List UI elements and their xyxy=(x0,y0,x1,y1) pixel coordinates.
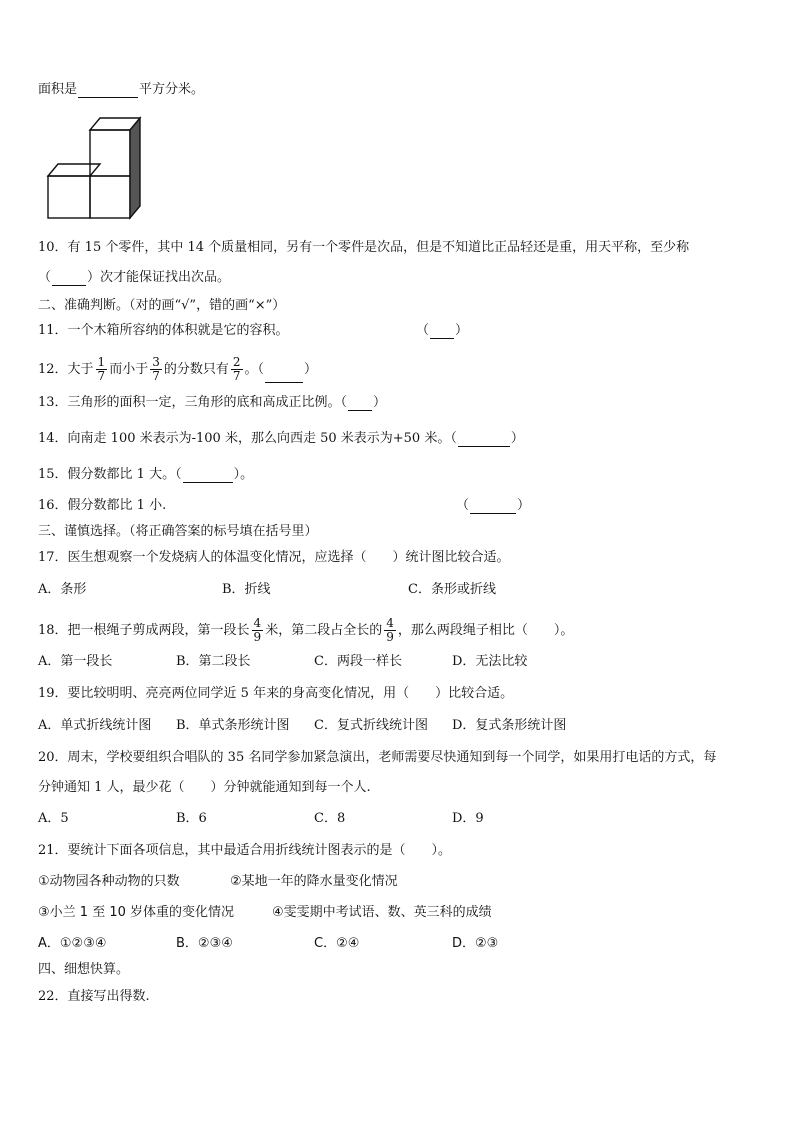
q17-text: 17．医生想观察一个发烧病人的体温变化情况，应选择（ ）统计图比较合适。 xyxy=(38,550,510,565)
q10-answer-blank[interactable] xyxy=(52,273,86,286)
q11-answer-paren: （ ） xyxy=(416,323,469,338)
q19-option-b[interactable]: B．单式条形统计图 xyxy=(176,718,290,733)
q18-option-d[interactable]: D．无法比较 xyxy=(452,654,528,669)
q20-option-a[interactable]: A．5 xyxy=(38,811,69,826)
fraction-2-7: $\frac{2}{7}$ xyxy=(232,355,241,383)
q14-line: 14．向南走 100 米表示为-100 米，那么向西走 50 米表示为+50 米。（ ） xyxy=(38,431,524,446)
q13-answer-blank[interactable] xyxy=(348,398,372,411)
q20-line2: 分钟通知 1 人，最少花（ ）分钟就能通知到每一个人. xyxy=(38,780,371,795)
section4-heading: 四、细想快算。 xyxy=(38,962,130,977)
q18-line: 18．把一根绳子剪成两段，第一段长 $\frac{4}{9}$ 米，第二段占全长的 $\frac{4}{9}$ ，那么两段绳子相比（ ）。 xyxy=(38,616,574,644)
fraction-4-9-a: $\frac{4}{9}$ xyxy=(253,616,262,644)
q20-option-d[interactable]: D．9 xyxy=(452,811,484,826)
q9-answer-blank[interactable] xyxy=(78,85,138,98)
q21-option-a[interactable]: A．①②③④ xyxy=(38,936,107,951)
q20-option-b[interactable]: B．6 xyxy=(176,811,207,826)
q21-option-b[interactable]: B．②③④ xyxy=(176,936,233,951)
q21-item-4: ④雯雯期中考试语、数、英三科的成绩 xyxy=(272,905,492,920)
cube-right-side xyxy=(130,118,140,218)
fraction-1-7: $\frac{1}{7}$ xyxy=(97,355,106,383)
q15-answer-blank[interactable] xyxy=(183,470,233,483)
q9-prefix: 面积是 xyxy=(38,82,78,97)
q15-line: 15．假分数都比 1 大。（ ）。 xyxy=(38,467,254,482)
cube-left-front xyxy=(48,176,90,218)
q10-line2: （ ）次才能保证找出次品。 xyxy=(38,270,231,285)
q20-option-c[interactable]: C．8 xyxy=(314,811,346,826)
q16-text: 16．假分数都比 1 小. xyxy=(38,498,167,513)
q13-line: 13．三角形的面积一定，三角形的底和高成正比例。（ ） xyxy=(38,395,387,410)
q9-suffix: 平方分米。 xyxy=(139,82,205,97)
q12-line: 12．大于 $\frac{1}{7}$ 而小于 $\frac{3}{7}$ 的分数只有 $\frac{2}{7}$ 。（ ） xyxy=(38,355,318,383)
q19-option-d[interactable]: D．复式条形统计图 xyxy=(452,718,567,733)
section3-heading: 三、谨慎选择。（将正确答案的标号填在括号里） xyxy=(38,524,318,539)
q21-item-2: ②某地一年的降水量变化情况 xyxy=(230,874,398,889)
q18-option-a[interactable]: A．第一段长 xyxy=(38,654,113,669)
q21-item-1: ①动物园各种动物的只数 xyxy=(38,874,180,889)
q16-answer-paren: （ ） xyxy=(456,498,531,513)
q12-answer-blank[interactable] xyxy=(265,370,303,383)
q18-option-c[interactable]: C．两段一样长 xyxy=(314,654,402,669)
cube-right-front xyxy=(90,176,130,218)
cube-figure xyxy=(44,112,144,224)
q10-line1: 10．有 15 个零件，其中 14 个质量相同，另有一个零件是次品，但是不知道比正品轻还是重，用天平称，至少称 xyxy=(38,240,690,255)
q19-option-c[interactable]: C．复式折线统计图 xyxy=(314,718,428,733)
q21-item-3: ③小兰 1 至 10 岁体重的变化情况 xyxy=(38,905,234,920)
q11-answer-blank[interactable] xyxy=(430,326,454,339)
q21-option-d[interactable]: D．②③ xyxy=(452,936,499,951)
q17-option-c[interactable]: C．条形或折线 xyxy=(408,582,496,597)
q22-text: 22．直接写出得数. xyxy=(38,989,150,1004)
q17-option-b[interactable]: B．折线 xyxy=(222,582,271,597)
q19-text: 19．要比较明明、亮亮两位同学近 5 年来的身高变化情况，用（ ）比较合适。 xyxy=(38,686,514,701)
q9-line xyxy=(38,82,204,98)
q20-line1: 20．周末，学校要组织合唱队的 35 名同学参加紧急演出，老师需要尽快通知到每一个同学，如果用打电话的方式，每 xyxy=(38,750,717,765)
fraction-4-9-b: $\frac{4}{9}$ xyxy=(386,616,394,644)
cube-left-top xyxy=(48,164,100,176)
q17-option-a[interactable]: A．条形 xyxy=(38,582,87,597)
q18-option-b[interactable]: B．第二段长 xyxy=(176,654,251,669)
fraction-3-7: $\frac{3}{7}$ xyxy=(152,355,160,383)
q11-text: 11．一个木箱所容纳的体积就是它的容积。 xyxy=(38,323,289,338)
section2-heading: 二、准确判断。（对的画“√”，错的画“×”） xyxy=(38,298,286,313)
q14-answer-blank[interactable] xyxy=(458,434,510,447)
q21-option-c[interactable]: C．②④ xyxy=(314,936,360,951)
q19-option-a[interactable]: A．单式折线统计图 xyxy=(38,718,152,733)
q21-text: 21．要统计下面各项信息，其中最适合用折线统计图表示的是（ ）。 xyxy=(38,843,452,858)
q16-answer-blank[interactable] xyxy=(470,501,516,514)
